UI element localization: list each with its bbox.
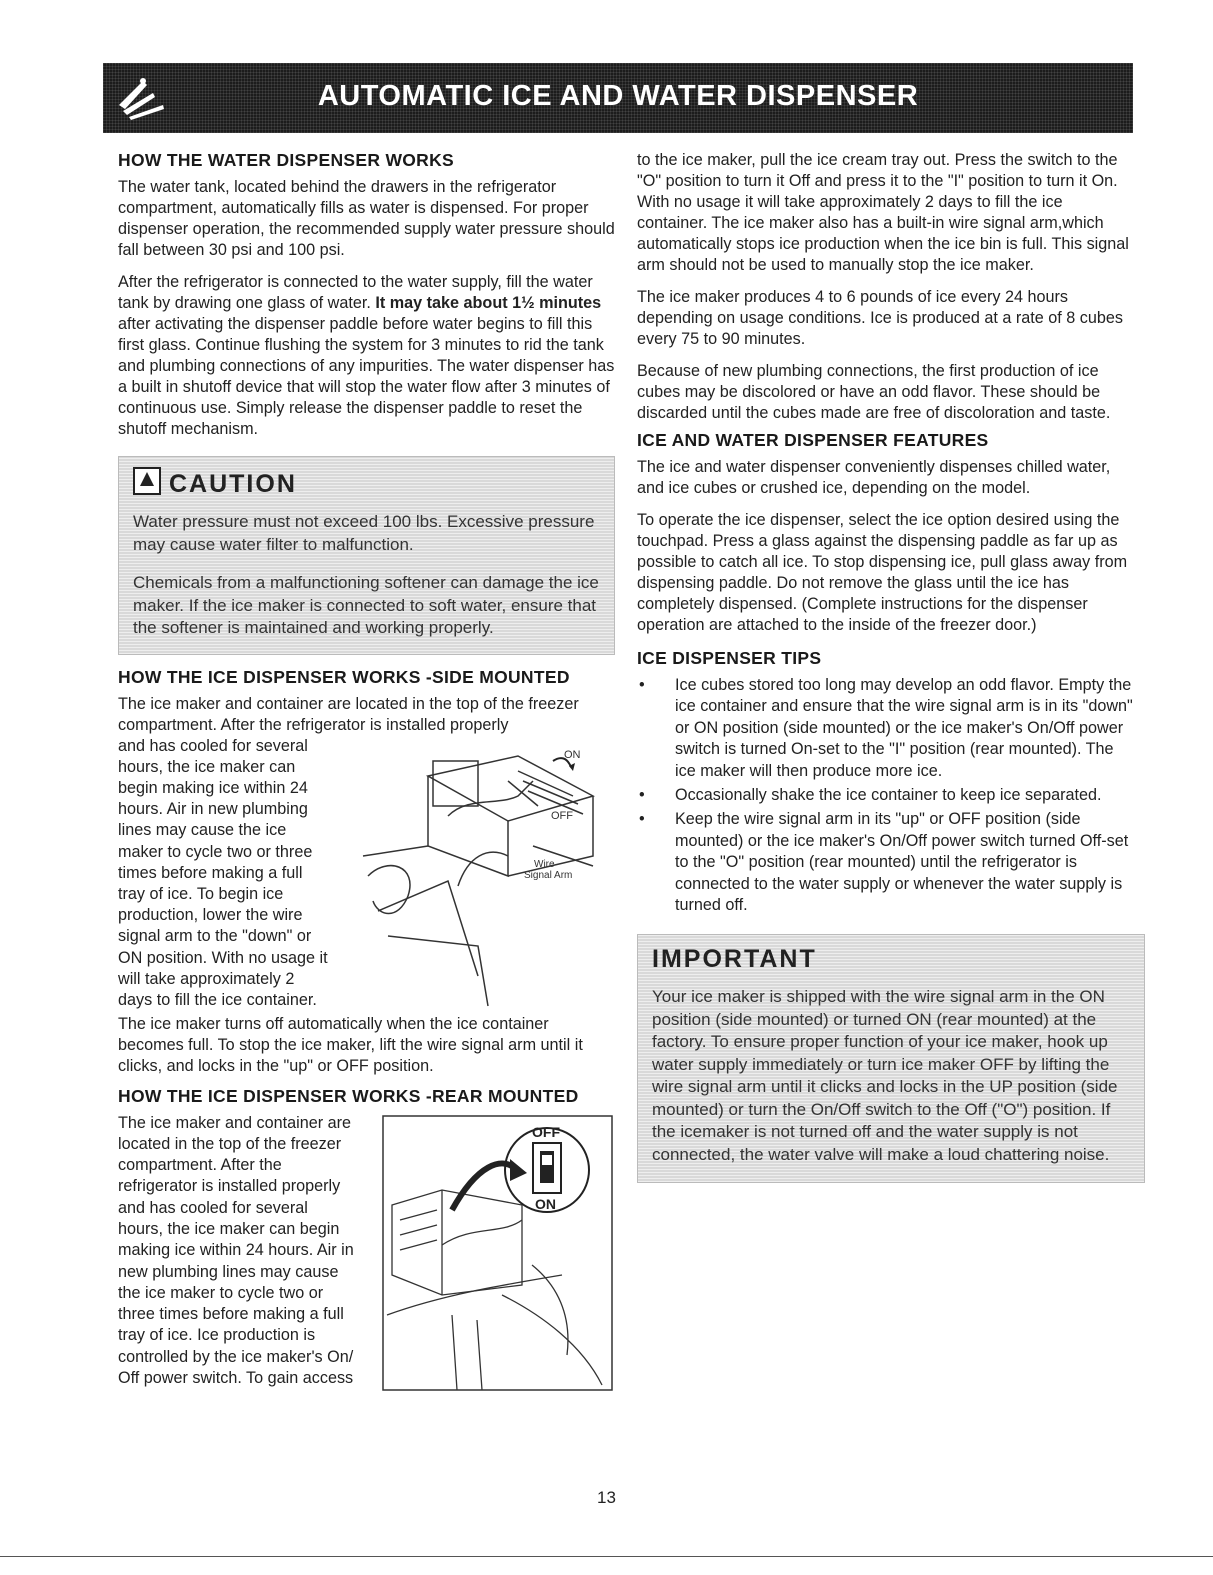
heading-water-dispenser: HOW THE WATER DISPENSER WORKS: [118, 150, 455, 170]
text-line: three times before making a full: [118, 1305, 344, 1324]
page-number: 13: [597, 1488, 616, 1507]
page-divider: [0, 1556, 1213, 1557]
text-line: hours. Air in new plumbing: [118, 800, 308, 819]
side-mounted-section: [118, 736, 615, 1014]
paragraph-features-intro: The ice and water dispenser conveniently dispenses chilled water, and ice cubes or crushed ice, depending on the model.: [637, 458, 1111, 497]
caution-text-softener: Chemicals from a malfunctioning softener can damage the ice maker. If the ice maker is connected to soft water, ensure that the softener is maintained and working properly.: [133, 573, 599, 637]
heading-tips: ICE DISPENSER TIPS: [637, 648, 822, 668]
label-rear-on: ON: [535, 1195, 556, 1212]
text-line: and has cooled for several: [118, 1198, 308, 1217]
rear-mounted-section: [118, 1113, 615, 1393]
paragraph-water-tank: The water tank, located behind the drawers in the refrigerator compartment, automatically fills as water is dispensed. For proper dispenser operation, the recommended supply water pressure should fall between 30 psi and 100 psi.: [118, 178, 615, 259]
important-box: [637, 934, 1145, 1183]
text-line: The ice maker and container are: [118, 1113, 352, 1132]
text-line: refrigerator is installed properly: [118, 1177, 341, 1196]
text-line: Off power switch. To gain access: [118, 1369, 354, 1388]
paragraph-production-rate: The ice maker produces 4 to 6 pounds of ice every 24 hours depending on usage conditions. Ice is produced at a rate of 8 cubes every 75 to 90 minutes.: [637, 288, 1123, 348]
text-line: production, lower the wire: [118, 906, 303, 925]
important-heading: IMPORTANT: [652, 945, 817, 974]
text-line: begin making ice within 24: [118, 778, 308, 797]
label-on: ON: [564, 748, 581, 761]
left-column: [118, 150, 615, 1393]
text-line: and has cooled for several: [118, 736, 308, 755]
paragraph-features-operate: To operate the ice dispenser, select the ice option desired using the touchpad. Press a glass against the dispensing paddle as far up as possible to catch all ice. To stop dispensing ice, pull glass away from dispensing paddle. Do not remove the glass until the ice has completely dispensed. (Complete instructions for the dispenser operation are attached to the inside of the freezer door.): [637, 511, 1128, 634]
text-line: located in the top of the freezer: [118, 1134, 342, 1153]
tip-item: • Occasionally shake the ice container to keep ice separated.: [637, 785, 1137, 806]
text-line: days to fill the ice container.: [118, 990, 317, 1009]
paragraph-side-stop: The ice maker turns off automatically when the ice container becomes full. To stop the ice maker, lift the wire signal arm until it clicks, and locks in the "up" or OFF position.: [118, 1014, 583, 1075]
text-line: hours, the ice maker can begin: [118, 1219, 340, 1238]
text-line: will take approximately 2: [118, 969, 295, 988]
right-column: [637, 150, 1137, 1183]
text-line: times before making a full: [118, 863, 303, 882]
text-line: compartment. After the: [118, 1156, 282, 1175]
text-line: lines may cause the ice: [118, 821, 287, 840]
section-banner: [103, 63, 1133, 133]
heading-features: ICE AND WATER DISPENSER FEATURES: [637, 430, 989, 450]
paragraph-rear-switch: to the ice maker, pull the ice cream tray out. Press the switch to the "O" position to turn it Off and press it to the "I" position to turn it On. With no usage it will take approximately 2 days to fill the ice container. The ice maker also has a built-in wire signal arm,which automatically stops ice production when the ice bin is full. This signal arm should not be used to manually stop the ice maker.: [637, 151, 1129, 274]
paragraph-side-intro: The ice maker and container are located in the top of the freezer compartment. After the refrigerator is installed properly: [118, 694, 579, 734]
text-line: tray of ice. To begin ice: [118, 884, 284, 903]
heading-side-mounted: HOW THE ICE DISPENSER WORKS -SIDE MOUNTED: [118, 666, 570, 687]
caution-text-pressure: Water pressure must not exceed 100 lbs. Excessive pressure may cause water filter to malfunction.: [133, 512, 595, 554]
text-fill-bold: It may take about 1½ minutes: [375, 294, 602, 312]
caution-label: CAUTION: [169, 470, 297, 498]
text-line: tray of ice. Ice production is: [118, 1326, 316, 1345]
banner-title: AUTOMATIC ICE AND WATER DISPENSER: [317, 80, 919, 112]
side-mounted-text: [118, 736, 378, 1012]
caution-heading: [133, 467, 600, 499]
text-line: hours, the ice maker can: [118, 757, 296, 776]
warning-icon: [133, 467, 161, 495]
text-fill-rest: after activating the dispenser paddle before water begins to fill this first glass. Continue flushing the system for 3 minutes to rid the tank and plumbing connections of any impurities. The water dispenser has a built in shutoff device that will stop the water flow after 3 minutes of continuous use. Simply release the dispenser paddle to reset the shutoff mechanism.: [118, 315, 615, 438]
text-fill-intro: After the refrigerator is connected to the water supply, fill the water tank by drawing one glass of water.: [118, 273, 593, 312]
text-line: ON position. With no usage it: [118, 948, 328, 967]
heading-rear-mounted: HOW THE ICE DISPENSER WORKS -REAR MOUNTED: [118, 1085, 579, 1106]
side-mounted-icemaker-illustration: [358, 736, 608, 1011]
text-line: signal arm to the "down" or: [118, 927, 312, 946]
tip-item: • Keep the wire signal arm in its "up" or OFF position (side mounted) or the ice maker's On/Off power switch turned Off-set to the "O" position (rear mounted) until the refrigerator is connected to the water supply or whenever the water supply is turned off.: [637, 809, 1137, 916]
tip-item: • Ice cubes stored too long may develop an odd flavor. Empty the ice container and ensure that the wire signal arm is in its "down" or ON position (side mounted) or the ice maker's On/Off power switch is turned On-set to the "I" position (rear mounted). The ice maker will then produce more ice.: [637, 675, 1137, 782]
text-line: maker to cycle two or three: [118, 842, 313, 861]
label-signal-arm: Signal Arm: [524, 869, 573, 881]
rear-mounted-text: [118, 1113, 380, 1390]
rear-mounted-icemaker-illustration: [382, 1115, 614, 1393]
caution-box: [118, 456, 615, 655]
label-off: OFF: [551, 809, 573, 822]
important-text: Your ice maker is shipped with the wire signal arm in the ON position (side mounted) or turned ON (rear mounted) at the factory. To ensure proper function of your ice maker, hook up water supply immediately or turn ice maker OFF by lifting the wire signal arm until it clicks and locks in the UP position (side mounted) or turn the On/Off switch to the Off ("O") position. If the icemaker is not turned off and the water supply is not connected, the water valve will make a loud chattering noise.: [652, 987, 1118, 1164]
label-rear-off: OFF: [532, 1123, 560, 1140]
text-line: the ice maker to cycle two or: [118, 1283, 324, 1302]
text-line: controlled by the ice maker's On/: [118, 1347, 354, 1366]
paragraph-first-production: Because of new plumbing connections, the first production of ice cubes may be discolored or have an odd flavor. These should be discarded until the cubes made are free of discoloration and taste.: [637, 362, 1111, 422]
text-line: making ice within 24 hours. Air in: [118, 1241, 354, 1260]
paragraph-water-fill: [118, 272, 615, 440]
tips-list: [637, 675, 1137, 916]
text-line: new plumbing lines may cause: [118, 1262, 339, 1281]
label-wire: Wire: [534, 858, 555, 870]
